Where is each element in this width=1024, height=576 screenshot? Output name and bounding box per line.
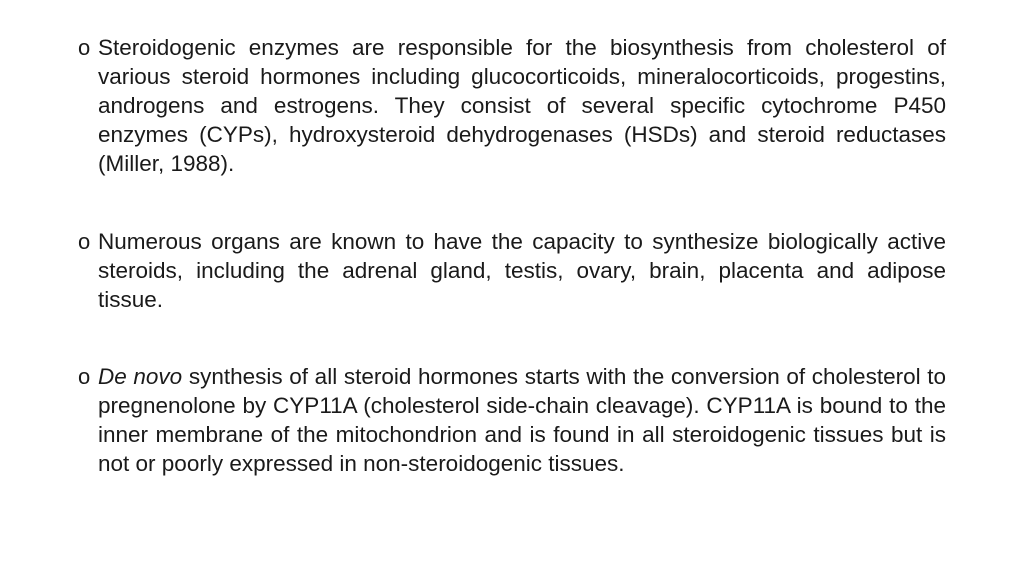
bullet-marker: o [78,229,91,254]
bullet-item-steroidogenic-enzymes [78,33,946,178]
bullet-item-steroid-organs [78,227,946,314]
bullet-item-de-novo-synthesis [78,362,946,478]
bullet-text-body: synthesis of all steroid hormones starts with the conversion of cholesterol to pregnenolone by CYP11A (cholesterol side-chain cleavage). CYP11A is bound to the inner membrane of the mitochondrion and is found in all steroidogenic tissues but is not or poorly expressed in non-steroidogenic tissues. [98,364,946,476]
bullet-text [98,362,946,478]
bullet-text: Steroidogenic enzymes are responsible for the biosynthesis from cholesterol of various steroid hormones including glucocorticoids, mineralocorticoids, progestins, androgens and estrogens. They consist of several specific cytochrome P450 enzymes (CYPs), hydroxysteroid dehydrogenases (HSDs) and steroid reductases (Miller, 1988). [98,35,946,176]
bullet-text: Numerous organs are known to have the capacity to synthesize biologically active steroids, including the adrenal gland, testis, ovary, brain, placenta and adipose tissue. [98,229,946,312]
italic-lead-term: De novo [98,364,183,389]
bullet-marker: o [78,364,91,389]
bullet-marker: o [78,35,91,60]
